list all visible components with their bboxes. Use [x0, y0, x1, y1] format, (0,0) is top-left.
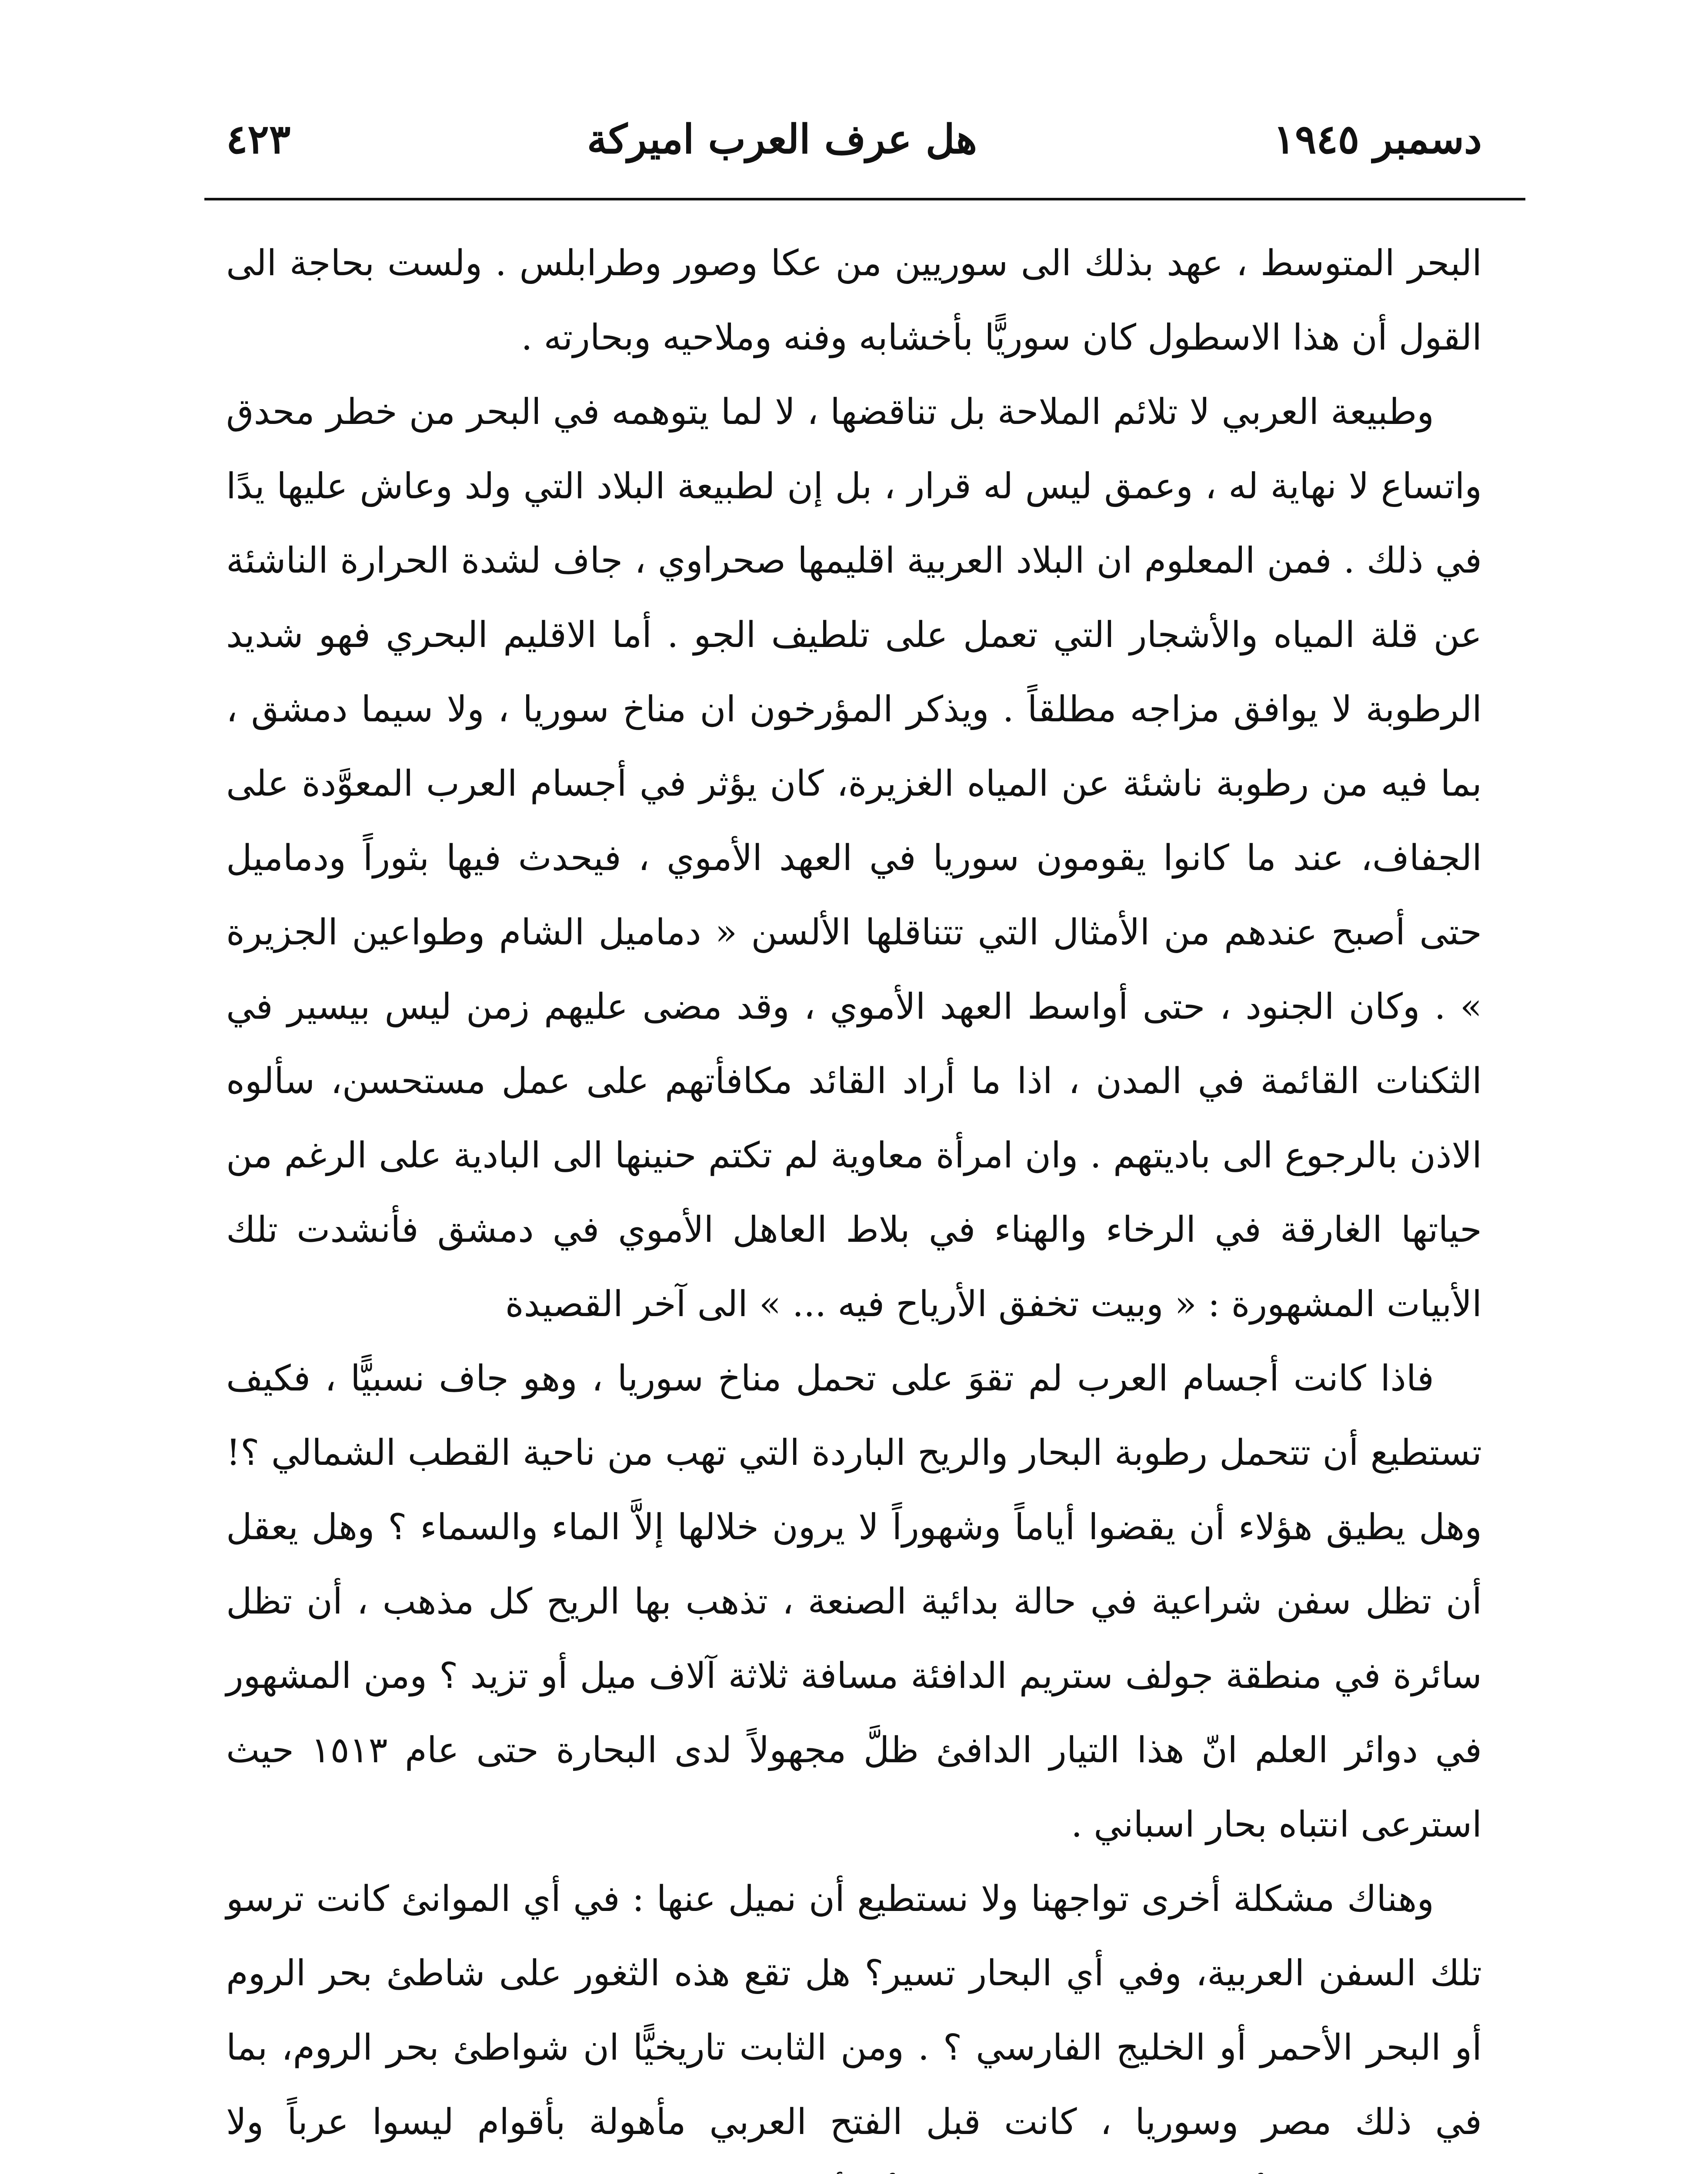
header-title: هل عرف العرب اميركة [587, 116, 977, 163]
header-rule [204, 198, 1525, 200]
header-date: دسمبر ١٩٤٥ [1273, 116, 1482, 163]
running-header [226, 109, 1482, 170]
paragraph-1: البحر المتوسط ، عهد بذلك الى سوريين من عكا وصور وطرابلس . ولست بحاجة الى القول أن هذا الاسطول كان سوريًّا بأخشابه وفنه وملاحيه وبحارته . [226, 243, 1482, 358]
paragraph-3: فاذا كانت أجسام العرب لم تقوَ على تحمل مناخ سوريا ، وهو جاف نسبيًّا ، فكيف تستطيع أن تتحمل رطوبة البحار والريح الباردة التي تهب من ناحية القطب الشمالي ؟! وهل يطيق هؤلاء أن يقضوا أياماً وشهوراً لا يرون خلالها إلاَّ الماء والسماء ؟ وهل يعقل أن تظل سفن شراعية في حالة بدائية الصنعة ، تذهب بها الريح كل مذهب ، أن تظل سائرة في منطقة جولف ستريم الدافئة مسافة ثلاثة آلاف ميل أو تزيد ؟ ومن المشهور في دوائر العلم انّ هذا التيار الدافئ ظلَّ مجهولاً لدى البحارة حتى عام ١٥١٣ حيث استرعى انتباه بحار اسباني . [226, 1358, 1482, 1845]
paragraph-4: وهناك مشكلة أخرى تواجهنا ولا نستطيع أن نميل عنها : في أي الموانئ كانت ترسو تلك السفن العربية، وفي أي البحار تسير؟ هل تقع هذه الثغور على شاطئ بحر الروم أو البحر الأحمر أو الخليج الفارسي ؟ . ومن الثابت تاريخيًّا ان شواطئ بحر الروم، بما في ذلك مصر وسوريا ، كانت قبل الفتح العربي مأهولة بأقوام ليسوا عرباً ولا [226, 1878, 1482, 2143]
header-page-number: ٤٢٣ [226, 116, 291, 163]
article-body [226, 226, 1482, 2174]
paragraph-2: وطبيعة العربي لا تلائم الملاحة بل تناقضها ، لا لما يتوهمه في البحر من خطر محدق واتساع لا نهاية له ، وعمق ليس له قرار ، بل إن لطبيعة البلاد التي ولد وعاش عليها يدًا في ذلك . فمن المعلوم ان البلاد العربية اقليمها صحراوي ، جاف لشدة الحرارة الناشئة عن قلة المياه والأشجار التي تعمل على تلطيف الجو . أما الاقليم البحري فهو شديد الرطوبة لا يوافق مزاجه مطلقاً . ويذكر المؤرخون ان مناخ سوريا ، ولا سيما دمشق ، بما فيه من رطوبة ناشئة عن المياه الغزيرة، كان يؤثر في أجسام العرب المعوَّدة على الجفاف، عند ما كانوا يقومون سوريا في العهد الأموي ، فيحدث فيها بثوراً ودماميل حتى أصبح عندهم من الأمثال التي تتناقلها الألسن « دماميل الشام وطواعين الجزيرة » . وكان الجنود ، حتى أواسط العهد الأموي ، وقد مضى عليهم زمن ليس بيسير في الثكنات القائمة في المدن ، اذا ما أراد القائد مكافأتهم على عمل مستحسن، سألوه الاذن بالرجوع الى باديتهم . وان امرأة معاوية لم تكتم حنينها الى البادية على الرغم من حياتها الغارقة في الرخاء والهناء في بلاط العاهل الأموي في دمشق فأنشدت تلك الأبيات المشهورة : « وبيت تخفق الأرياح فيه ... » الى آخر القصيدة [226, 391, 1482, 1325]
